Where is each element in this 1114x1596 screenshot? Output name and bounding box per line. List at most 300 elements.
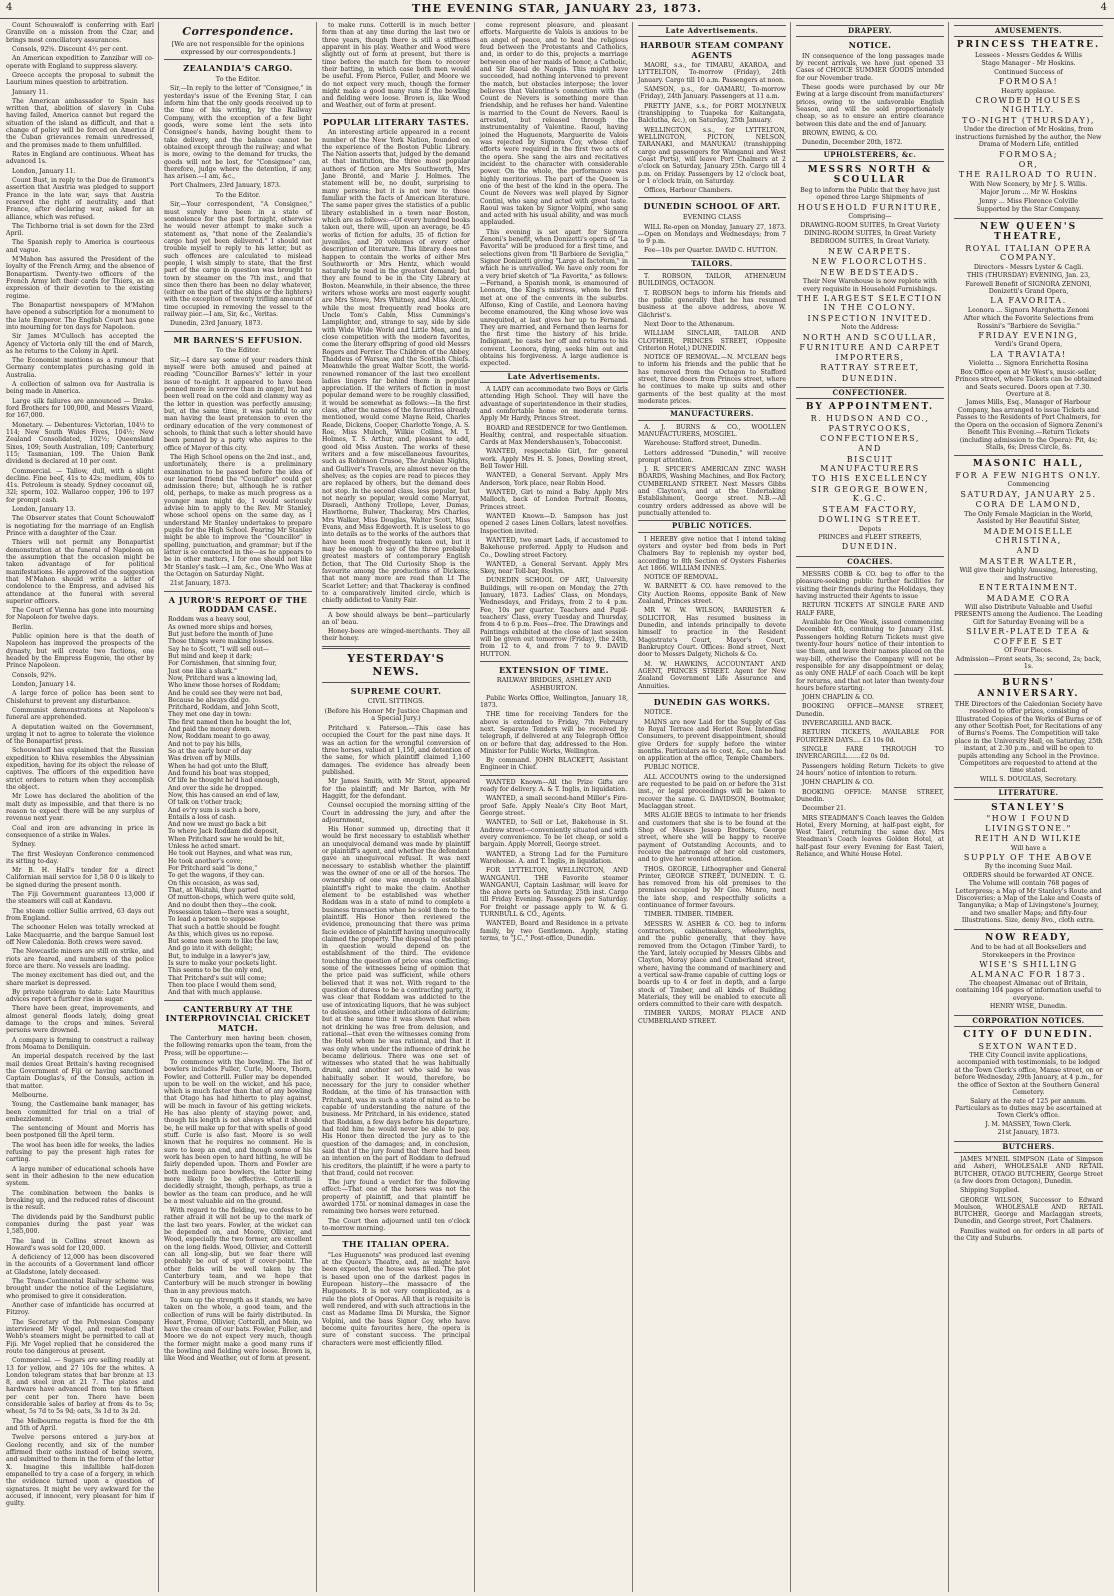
telegram-paragraph: London, January 13. — [12, 506, 76, 514]
paragraph: A bow should always be bent—particularly an ol' beau. — [322, 611, 470, 626]
section-heading: LITERATURE. — [954, 787, 1103, 799]
advert-line: Will have a — [1010, 844, 1047, 852]
poem-line: For Cornishmen, that sinning four, — [168, 660, 277, 668]
paragraph: THE time for receiving Tenders for the above is extended to Friday, 7th February next. Separate Tenders will be received by telegraph, if delivered at any Telegraph Office on or before that day, addressed to the Hon. Minister for Public Works, Wellington. — [480, 711, 628, 755]
telegram-paragraph: A large number of educational schools have sent in their adhesion to the new education system. — [6, 1165, 154, 1188]
telegram-paragraph: A deputation waited on the Government, urging it not to agree to tolerate the violence of the Bonapartist press. — [6, 723, 154, 746]
advert-heading: NOTICE. — [848, 40, 892, 51]
poem-line: As owned more ships and horses, — [168, 623, 273, 631]
advert-line: TO HIS EXCELLENCY — [811, 474, 929, 484]
column-6-advertisements — [794, 22, 949, 1592]
divider — [322, 646, 470, 649]
advert-line: Violetta ... Signora Enrichetta Rosina — [968, 360, 1089, 368]
poem-line: That, at Waitahi, they parted — [168, 886, 259, 894]
advert-line: ENTERTAINMENT. — [978, 583, 1079, 593]
advert-line: NEW QUEEN'S THEATRE, — [979, 221, 1078, 243]
paragraph: The jury found a verdict for the following effect:—That one of the horses was not the property of plaintiff, and that plaintiff be awarded 175l. or nominal damages in case the remaining two horses were returned. — [322, 1179, 470, 1216]
advert-line: BISCUIT MANUFACTURERS — [820, 454, 920, 473]
classified-advert: PUBLIC NOTICE. — [644, 764, 700, 772]
poem-line: Was driven off by Mills. — [168, 755, 242, 763]
telegram-paragraph: London, January 14. — [12, 680, 76, 688]
telegram-paragraph: Young, the Castlemaine bank manager, has been committed for trial on a trial of embezzlement. — [6, 1101, 154, 1123]
classified-advert: MR W. W. WILSON, BARRISTER & SOLICITOR, Has resumed business in Dunedin, and intends principally to devote himself to practice in the Resident Magistrate's Court, Mayor's Court, Bankruptcy Court. Offices: Bond street, Next door to Messrs Dalgety, Nichols & Co. — [638, 607, 786, 659]
advert-line: AND — [1016, 546, 1041, 556]
classified-advert: PRETTY JANE, s.s., for PORT MOLYNEUX (transhipping to Tuapeka for Kaitangata, Balclutha, &c.), on Saturday, 25th January. — [638, 102, 786, 125]
letter-title: MR BARNES'S EFFUSION. — [173, 334, 303, 345]
poem-line: Of talk on t'other track; — [168, 799, 243, 807]
telegram-paragraph: The Melbourne regatta is fixed for the 4th and 5th of April. — [6, 1417, 154, 1432]
advert-line: BEDROOM SUITES, In Great Variety. — [810, 238, 930, 246]
section-heading: BUTCHERS. — [954, 1141, 1103, 1153]
paragraph: 21st January, 1873. — [170, 580, 231, 588]
telegram-paragraph: Sydney. — [12, 841, 36, 849]
poem-line: And he could see they were not bad, — [168, 689, 283, 697]
section-heading: TAILORS. — [638, 258, 786, 270]
advert-line: Jenny ... Miss Florence Colville — [978, 197, 1079, 205]
advert-line: James Mills, Esq., Manager of Harbour Company, has arranged to issue Tickets and Passes to the Residents of Port Chalmers, for the Opera on the occasion of Signora Zenoni's Benefit This Evening.—Return Tickets (including admission to the Opera): Pit, 4s; Stalls, 6s; Dress Circle, 8s. — [954, 399, 1103, 451]
poem-line: Because he always did go. — [168, 696, 251, 704]
advert-line: Box Office open at Mr West's, music-seller, Princes street, where Tickets can be obtained and Seats secured. Doors open at 7.30. Overture at 8. — [955, 368, 1102, 399]
telegram-paragraph: Count Schouwaloff is conferring with Earl Granville on a mission from the Czar, and brings most conciliatory assurances. — [6, 22, 154, 44]
poem-line: On this occasion, as was sad, — [168, 879, 260, 887]
poem-line: Unless he acted smart. — [168, 843, 241, 851]
classified-advert: WILLIAM SINCLAIR, TAILOR AND CLOTHIER, PRINCES STREET, (Opposite Criterion Hotel,) DUNEDIN. — [638, 330, 786, 352]
poem-line: Is sure to make your pockets light. — [168, 960, 278, 968]
paragraph: His Honor summed up, directing that it would be first necessary to establish whether an unequivocal demand was made by plaintiff or plaintiff's agent, and whether the defendant gave an unequivocal refusal. It was next necessary to establish whether the plaintiff was the owner of one or all of the horses. The ownership of one was enough to establish plaintiff's right to make the claim. Another element to be established was whether Roddam was in a state of mind to complete a business transaction when he sold them to the plaintiff. His Honor then reviewed the evidence, pronouncing that there was prima facie evidence of plaintiff having unequivocally claimed the property. The disposal of the point in question would depend on the establishment of the third. The evidence touching the question of price was conflicting; some of the witnesses being of opinion that the price paid was sufficient, while others believed that it was not. With regard to the question of duress to be a contracting party, it was clear that Roddam was addicted to the use of intoxicating liquors, that he was subject to delusions, and other indications of delirium; but at the same time it was shown that when not drinking he was free from delusion, and rational—that even the witnesses coming from the Hotel whom he was rational, and that it was only when under the influence of drink he became delirious. There was one set of witnesses who stated that he was habitually drunk, and another set who said he was habitually sober. It would, therefore, be necessary for the jury to consider whether Roddam, at the time of his transaction with Pritchard, was in such a state of mind as to be capable of understanding the nature of the business. Mr Pritchard, in his evidence, stated that Roddam, a few days before his departure, had told him he would never be able to pay. His Honor then directed the jury as to the question of the damages; and, in conclusion, said that if the jury found that there had been an intention on the part of Roddam to defraud his creditors, the plaintiff, if he were a party to that fraud, could not recover. — [322, 826, 470, 1177]
subheading: EVENING CLASS — [682, 212, 742, 221]
telegram-paragraph: Another case of infanticide has occurred at Fitzroy. — [6, 1302, 154, 1317]
advert-line: OR, — [1018, 160, 1039, 169]
advert-line: Will give their highly Amusing, Interesting, and Instructive — [959, 567, 1098, 582]
paragraph: BROWN, EWING, & CO. — [802, 129, 878, 137]
divider — [954, 674, 1103, 675]
paragraph: By command. JOHN BLACKETT, Assistant Engineer in Chief. — [480, 757, 628, 772]
column-7-amusements — [952, 22, 1107, 1592]
advert-line: CITY OF DUNEDIN. — [963, 1030, 1094, 1040]
section-heading: DRAPERY. — [796, 25, 944, 37]
poem-title: A JUROR'S REPORT OF THE RODDAM CASE. — [168, 594, 308, 614]
poem-line: So at the early hour of day — [168, 748, 252, 755]
column-4-articles — [478, 22, 633, 1592]
telegram-paragraph: Mr B. H. Hall's tender for a direct Californian mail service for 1,58 0 0 is likely to be signed during the present month. — [6, 867, 154, 889]
telegram-paragraph: The Bonapartist newspapers of M'Mahon have opened a subscription for a monument to the late Emperor. The English Court has gone into mourning for ten days for Napoleon. — [6, 301, 154, 331]
advert-line: TO-NIGHT (THURSDAY), — [962, 115, 1095, 125]
advert-line: Admission—Front seats, 3s; second, 2s; back, 1s. — [955, 655, 1102, 671]
advert-line: Commencing — [1007, 481, 1050, 489]
advert-line: WILL S. DOUGLAS, Secretary. — [979, 775, 1078, 783]
telegram-paragraph: Commercial. — Sugars are selling readily at 13 for yellow, and 27 10s for the whites. A London telegram states that bar bronze at 13 8, and steel iron at 21 7. The plates and hardware have advanced from ten to fifteen per cent per ton. There have been considerable sales of barley at from 4s to 5s; wheat, 5s 7d to 5s 9d; oats, 3s 1d to 3s 2d. — [6, 1357, 154, 1416]
advert-line: PRINCES and FLEET STREETS, — [818, 534, 922, 542]
advert-line: DRAWING-ROOM SUITES, In Great Variety — [800, 221, 940, 229]
telegram-paragraph: Count Bust, in reply to the Due de Gramont's assertion that Austria was pledged to support France in the late war, says that Austria reserved the right of neutrality, and that France, after declaring war, asked for an alliance, which was refused. — [6, 176, 154, 221]
letter-body — [164, 85, 312, 189]
poem-line: He took out Haynes, and what was run, — [168, 850, 293, 858]
advert-line: FOR A FEW NIGHTS ONLY. — [955, 471, 1102, 481]
column-5-advertisements — [636, 22, 791, 1592]
poem-line: For Pritchard said "is done," — [168, 865, 258, 872]
advert-line: DINING-ROOM SUITES, In Great Variety — [804, 230, 936, 238]
telegram-paragraph: Large silk failures are announced — Drake-ford Brothers for 100,000, and Messrs Vizard, for 167,000. — [6, 397, 154, 420]
telegram-paragraph: Sir James M'Culloch has accepted the Agency of Victoria only till the end of March, as he returns to the Colony in April. — [6, 333, 154, 355]
advert-line: CORA DE LAMOND, — [975, 500, 1082, 510]
page-number-left: 4 — [6, 2, 14, 13]
divider — [480, 661, 628, 662]
poem-line: Then too place I would them send, — [168, 982, 277, 989]
paragraph: The High School opens on the 2nd inst., and, unfortunately, there is a preliminary examination to be passed before the idea of our learned friend the "Councillor" could get admission there; but, although he is rather old, perhaps, to make as much progress as a younger man might do, I would seriously advise him to apply to the Rev. Mr Stanley, whose school opens on the same day, as I understand Mr Stanley undertakes to prepare pupils for the High School. Fearing Mr Stanley might be able to improve the "Councillor" in spelling, punctuation, and grammar; but if the latter is so connected in the—as he appears to be in other matters, I for one should not like Mr Stanley's task.—I am, &c., One Who Was at the Octagon on Saturday Night. — [164, 453, 312, 578]
paragraph: come represent pleasure, and pleasant efforts. Marguerite de Valois is anxious to be an angel of peace, and to heal the religious feud between the Protestants and Catholics, and, in order to do this, projects a marriage between one of her maids of honor, a Catholic, and Sir Raoul de Nangis. This might have succeeded, had nothing intervened to prevent the match, but obstacles interpose; the lover believes that Valentine's connection with the Count de Nevers is something more than friendship, and he refuses her hand. Valentine is married to the Count de Nevers. Raoul is arrested, but released through the instrumentality of Valentine. Raoul, having joined the Huguenots, Marguerite de Valois was rejected by Signora Coy, whose chief efforts were required in the first two acts of the opera. She sang the airs and recitatives incident to the character with considerable power. On the whole, the performance was highly meritorious. The part of the Queen is one of the best of the kind in the opera. The Count de Nevers was well played by Signor Contini, who sang and acted with great taste. Raoul was taken by Signor Volpini, who sang and acted with his usual ability, and was much applauded. — [480, 22, 628, 227]
paragraph: The Canterbury men having been chosen, the following remarks upon the team, from the Press, will be opportune:— — [164, 1034, 312, 1057]
divider — [322, 1235, 470, 1236]
almanac-advert — [954, 933, 1103, 1011]
advertisements — [796, 53, 944, 147]
classified-advert: RETURN TICKETS AT SINGLE FARE AND HALF FARE, — [796, 602, 944, 617]
advert-line: J. M. MASSEY, Town Clerk. — [985, 1120, 1072, 1128]
classified-advert: MRS STEADMAN'S Coach leaves the Golden Hotel, Every Morning, at half-past eight, for West Taieri, returning the same day. Mrs Steadman's Coach leaves Golden Hotel, at half-past four every Evening for East Taieri, Reliance, and White House Hotel. — [796, 814, 944, 859]
sexton-wanted-advert — [954, 1030, 1103, 1137]
section-heading: Late Advertisements. — [638, 25, 786, 37]
divider — [638, 197, 786, 198]
advert-line: Continued Success of — [994, 68, 1063, 76]
classified-advert: T. ROBSON, TAILOR, ATHENÆUM BUILDINGS, OCTAGON. — [638, 273, 786, 288]
telegram-paragraph: An imperial despatch received by the last mail denies Great Britain's having recognised the Government of Fiji or having sanctioned Captain Douglas's, of the Consuls, action in that matter. — [6, 1053, 154, 1090]
letter-addressee: To the Editor. — [215, 74, 261, 83]
section-heading: CONFECTIONER. — [796, 387, 944, 399]
telegram-paragraph: A collection of salmon ova for Australia is being made in America. — [6, 381, 154, 396]
classified-advert: W. BARNETT & CO. have removed to the City Auction Rooms, opposite Bank of New Zealand, Princes street. — [638, 583, 786, 606]
classified-advert: MAINS are now Laid for the Supply of Gas to Royal Terrace and Heriot Row. Intending Consumers, to prevent disappointment, should give Orders for supply before the winter months. Particulars as to cost, &c., can be had on application at the office, Temple Chambers. — [638, 718, 786, 763]
newspaper-columns — [4, 22, 1110, 1592]
advert-line: MASTER WALTER, — [979, 556, 1078, 566]
poem-line: They met one day in town: — [168, 711, 252, 719]
telegram-paragraph: The steam collier Sullie arrived, 63 days out from England. — [6, 907, 154, 922]
paragraph: Public Works Office, Wellington, January 18, 1873. — [480, 694, 628, 709]
advert-line: Salary at the rate of 125 per annum. Particulars as to duties may be ascertained at Town Clerk's office. — [955, 1097, 1102, 1120]
column-1-telegrams — [4, 22, 159, 1592]
telegram-paragraph: The Fiji Government guarantees 13,000 if the steamers will call at Kandavu. — [6, 891, 154, 906]
paragraph: Honey-bees are winged-merchants. They all their honey. — [322, 628, 470, 643]
poem-line: When Pritchard saw he would be hit, — [168, 835, 285, 843]
classified-advert: M. W. HAWKINS, ACCOUNTANT AND AGENT, PRINCES STREET. Agent for New Zealand Government Life Assurance and Annuities. — [638, 660, 786, 690]
classified-advert: Families waited on for orders in all parts of the City and Suburbs. — [954, 1227, 1103, 1243]
divider — [480, 775, 628, 776]
poem-line: Who knew those horses of Roddam; — [168, 682, 281, 690]
telegram-paragraph: The dividends paid by the Sandhurst public companies during the past year was 1,585,000. — [6, 1213, 154, 1236]
advert-line: MADAME CORA — [986, 593, 1071, 603]
advert-line: Supported by the Star Company. — [976, 206, 1081, 214]
poem-line: That Pritchard's suit will come; — [168, 974, 267, 982]
divider — [322, 682, 470, 683]
paragraph: With regard to the fielding, we confess to be rather afraid it will not be up to the mark of the last two years. Fowler, at the wicket can be depended on, and Moore, Ollivier, and Wood, especially the two former, are excellent on the long fields. Wood, Ollivier, and Cotterill can all long-slip, but we fear there will probably be out of spot if cover-point. The other fields will be well taken by the Canterbury team, and we hope that Canterbury will be much stronger in bowling than in any previous match. — [164, 1207, 312, 1295]
advert-line: THE RAILROAD TO RUIN. — [958, 170, 1099, 180]
poem-line: And over the side he dropped. — [168, 784, 263, 792]
classified-advert: ALL ACCOUNTS owing to the undersigned are requested to be paid on or before the 31st inst., or legal proceedings will be taken to recover the same. G. DAVIDSON, Bootmaker, Maclaggan street. — [638, 773, 786, 811]
classified-advert: WANTED, to Sell or Let, Bakehouse in St. Andrew street—conveniently situated and with every convenience. To be let cheap, or sold a bargain. Apply Morrell, George street. — [480, 819, 628, 849]
poem-line: Now, Pritchard was a knowing lad, — [168, 674, 278, 682]
advert-line: FRIDAY EVENING, — [978, 331, 1079, 341]
telegram-paragraph: M'Mahon has assured the President of the loyalty of the French Army, and the absence of Bonapartism. Twenty-two officers of the French Army left their cards for Thiers, as an expression of their devotion to the existing regime. — [6, 256, 154, 300]
advert-line: LA TRAVIATA! — [990, 349, 1067, 359]
classified-advert: BOOKING OFFICE—MANSE STREET, Dunedin. — [796, 703, 944, 718]
advert-line: Farewell Benefit of SIGNORA ZENONI, Donizetti's Grand Opera, — [965, 280, 1092, 295]
classified-advert: I HEREBY give notice that I intend taking oysters and oyster bed from beds in Port Chalmers Bay to replenish my oyster bed, according to 8th Section of Oysters Fisheries Act 1866. WILLIAM INNES. — [638, 535, 786, 572]
advert-line: INSPECTION INVITED. — [807, 313, 933, 323]
telegram-paragraph: By private telegram to date: Late Mauritius advices report a further rise in sugar. — [6, 988, 154, 1004]
article-body — [322, 129, 470, 604]
advert-line: Directors - Messrs Lyster & Cagli. — [973, 263, 1084, 271]
advert-line: Leonora ... Signora Marghetta Zenoni — [967, 306, 1090, 314]
article-title: THE ITALIAN OPERA. — [342, 1239, 450, 1250]
classified-advert: T. ROBSON begs to inform his friends and the public generally that he has resumed business at the above address, above W. Gilchrist's. — [638, 289, 786, 319]
advert-line: CROWDED HOUSES NIGHTLY. — [975, 95, 1082, 115]
telegram-paragraph: Consols, 92⅝. Discount 4½ per cent. — [12, 45, 128, 53]
classified-advert: INVERCARGILL AND BACK. — [802, 720, 893, 728]
advert-line: DOWLING STREET. — [818, 515, 922, 525]
paragraph: Sir,—I dare say some of your readers think myself were both amused and pained at reading "Councillor Barnes's" letter in your issue of to-night. It appeared to have been penned more in sorrow than in anger, but had been well read on the cold and clammy way as the letter in question was perfectly amusing; but, at the same time, it was painful to any man having the least pretension to even the ordinary education of the very commonest of schools, to think that such a letter should have been penned by a party who aspires to the office of Mayor of this city. — [164, 356, 312, 452]
poem-line: To get the wagons, if they can. — [168, 872, 265, 880]
paragraph: To commence with the bowling. The list of bowlers includes Fuller, Curle, Moore, Thorn, Fowler, and Cotterill. Fuller may be depended upon to be well on the wicket, and his pace, which is much faster than that of any bowling that Otago has had hitherto to play against, will be much in favour of his getting wickets. He has also plenty of staying power, and, though his length is not always what it should be, he will make up for that with spells of good stuff. Curle is also fast. Moore is so well known that he requires no comment. He is sure to keep an end, and though some of his work has been open to hard hitting, he will be fairly depended upon. Thorn and Fowler are both medium pace bowlers, the latter being more likely to be effective. Cotterill is decidedly straight, though, perhaps, as true a bowler as the team can produce, and he will be a most valuable aid on the ground. — [164, 1058, 312, 1205]
poem-line: He took another's cove; — [168, 857, 243, 865]
classified-advert: MRS ALGIE BEGS to intimate to her friends and customers that she is to be found at the Shop of Messrs Jessop Brothers, George street, where she will be happy to receive payment of Outstanding Accounts, and to receive the patronage of her old customers, and to give her wonted attention. — [638, 812, 786, 864]
paragraph: This evening is set apart for Signora Zenoni's benefit, when Donizetti's opera of "La Favorita" will be produced for a first time, and selections given from "Il Barbiere de Seviglia," Signor Donizetti giving "Largo al factotum," in which he is unrivalled. We have only room for a very brief sketch of "La Favorita," as follows:—Fernand, a Spanish monk, is enamoured of Leonora, the King's mistress, whom he first met at one of the convents in the suburbs. Alfonso, King of Castile, and Leonora having become enamoured, the King whose love was unrequited, at last gives her up to Fernand. They are married, and Fernand then learns for the first time the history of his bride. Indignant, he casts her off and returns to his convent. Leonora, dying, seeks him out and obtains his forgiveness. A large audience is expected. — [480, 228, 628, 368]
classified-advert: A LADY can accommodate two Boys or Girls attending High School. They will have the advantage of superintendence in their studies, and comfortable home on moderate terms. Apply Mr Hardy, Princes Street. — [480, 385, 628, 423]
poem-line: Say he to Scott, "I will sell out— — [168, 645, 270, 653]
advert-line: ROYAL ITALIAN OPERA COMPANY. — [965, 243, 1092, 263]
telegram-paragraph: The Economist mentions as a rumour that Germany contemplates purchasing gold in Australia. — [6, 357, 154, 379]
poem-line: But mind and keep it dark; — [168, 652, 253, 660]
advert-heading: DUNEDIN GAS WORKS. — [653, 696, 771, 707]
letter-body — [164, 357, 312, 588]
telegram-paragraph: Thiers will not permit any Bonapartist demonstration at the funeral of Napoleon on the assumption that the occasion might be taken advantage of for political manifestations. He approved of the suggestion that M'Mahon should write a letter of condolence to the Empress, and advised his attendance at the funeral with several superior officers. — [6, 539, 154, 605]
classified-advert: NOTICE OF REMOVAL.—N. M'CLEAN begs to inform his friends and the public that he has removed from the Octagon to Stafford street, three doors from Princes street, where he continues to make up suits and other garments of the best quality at the most moderate prices. — [638, 354, 786, 406]
advert-line: THE Directors of the Caledonian Society have resolved to offer prizes, consisting of Illustrated Copies of the Works of Burns or of any other Scottish Poet, for Recitations of any of Burns's Poems. The Competition will take place in the University Hall, on Saturday, 25th instant, at 2.30 p.m., and will be open to pupils attending any School in the Province. Competitors are requested to attend at the time stated. — [954, 700, 1103, 775]
advertisements — [480, 779, 628, 943]
classified-advert: WANTED, respectable Girl, for general work. Apply Mrs H. S. Jones, Dowling street, Bell Tower Hill. — [480, 448, 628, 471]
paragraph: To sum up the strength as it stands, we have taken on the whole, a good team, and the collection of runs will be fairly distributed. In Heart, Frome, Ollivier, Cotterill, and Mein, we have the cream of our bats. Fowler, Fuller, and Moore we do not expect very much, though the former might make a good many runs if the bowling and fielding were loose. Brown is, like Wood and Weather, out of form at present. — [164, 1296, 312, 1363]
paragraph: An interesting article appeared in a recent number of the New York Nation, founded on the experience of the Boston Public Library. The Nation asserts that, judged by the demand at that institution, the three most popular authors of fiction are Mrs Southworth, Mrs Jane Brontë, and Marie J. Holmes. The statement will be, no doubt, surprising to many persons; but it is not new to those familiar with the facts of American literature. The same paper gives the statistics of a public library established in a town near Boston, which are as follows:—Of every hundred books taken out, there will, upon an average, be 45 works of fiction for adults, 35 of fiction for juveniles, and 20 volumes of every other description of literature. This library does not happen to contain the works of either Mrs Southworth or Mrs Hentz, which would naturally be read in the greatest demand; but they are found to be in the City Library at Boston. Meanwhile, in their absence, the three writers whose works are most eagerly sought are Mrs Stowe, Mrs Whitney, and Miss Alcott, while the most frequently read books are Uncle Tom's Cabin, Miss Cummings's Lamplighter, and, strange to say, side by side with Wide Wide World and Little Men, and in close competition with the modern favorites, come the literary offspring of good old Messrs Rogers and Ferrier. The Children of the Abbey, Thaddeus of Warsaw, and the Scottish Chiefs. Meanwhile the great Walter Scott, the world-renowned romancer of the last two excellent ladies lingers far behind them in popular appreciation. If the writers of fiction in most popular demand were to be roughly classified, it would be somewhat as follows:—In the first class, after the names of the favourites already mentioned, would come Mayne Reid, Charles Reade, Dickens, Cooper, Charlotte Yonge, A. S. Roe, Miss Muloch, Wilkie Collins, M. T. Holmes, T. S. Arthur, and, pleasant to add, good old Miss Austen. The works of these writers and a few miscellaneous favourites, such as Robinson Crusoe, The Arabian Nights, and Gulliver's Travels, are almost never on the shelves; as the copies are read to pieces they are replaced by others, but the demand does not stop. In the second class, less popular, but not nearly so popular, would come Marryat, Disraeli, Anthony Trollope, Lever, Dumas, Hawthorne, Bulwer, Thackeray, Mrs Charles, Mrs Walker, Miss Douglas, Walter Scott, Miss Evans, and Miss Edgeworth. It is useless to go into details as to the works of the authors that have been most frequently taken out, but it may be enough to say of the three probably greatest masters of contemporary English fiction, that The Old Curiosity Shop is the favourite among the productions of Dickens; that not many more are read than Lt The Scarlet Letter; and that Thackeray is confined to a comparatively limited circle, which is chiefly addicted to Vanity Fair. — [322, 129, 470, 605]
article-body — [322, 22, 470, 110]
classified-advert: GEORGE WILSON, Successor to Edward Moulson, WHOLESALE AND RETAIL BUTCHER, George and Maclaggan streets, Dunedin, and George street, Port Chalmers. — [954, 1196, 1103, 1226]
telegram-paragraph: Public opinion here is that the death of Napoleon has improved the prospects of the dynasty, but will create two factions, one headed by the Empress Eugenie, the other by Prince Napoleon. — [6, 633, 154, 670]
poem-line: When he had got unto the Bluff, — [168, 762, 269, 770]
book-advert — [954, 803, 1103, 925]
subheading: (Before his Honor Mr Justice Chapman and a Special Jury.) — [324, 706, 468, 723]
classified-advert: DUNEDIN SCHOOL OF ART, University Buildings, will re-open on Monday, the 27th January, 1873. Ladies' Class, on Mondays, Wednesdays, and Fridays, from 2 to 4 p.m. Fee, 10s per quarter. Teachers and Pupil-teachers' Class, every Tuesday and Thursday, from 4 to 6 p.m. Fees—free. The Drawings and Paintings exhibited at the close of last session will be given out tomorrow (Friday), the 24th, from 12 to 4, and from 7 to 9. DAVID HUTTON. — [480, 577, 628, 658]
classified-advert: JOHN CHAPLIN & CO. — [802, 694, 874, 702]
classified-advert: WANTED, Girl to mind a Baby. Apply Mrs Malloch, back of London Portrait Rooms, Princes street. — [480, 489, 628, 511]
advert-line: R. HUDSON AND CO., — [810, 413, 930, 423]
poem-line: As this, which gives us no repose. — [168, 930, 275, 938]
letter-body — [164, 201, 312, 327]
poem-line: But, to indulge in a lawyer's jaw, — [168, 952, 271, 960]
classified-advert: WELLINGTON, s.s., for LYTTELTON, WELLINGTON, PICTON, NELSON, TARANAKI, and MANUKAU (transhipping cargo and passengers for Wanganui and West Coast Ports), will leave Port Chalmers at 2 o'clock on Saturday, January 25th. Cargo till 4 p.m. on Friday. Passengers by 12 o'clock boat, or 1 o'clock train, on Saturday. — [638, 126, 786, 185]
paragraph: Dunedin, 23rd January, 1873. — [170, 320, 263, 328]
advertisements — [638, 536, 786, 690]
telegram-paragraph: Twelve persons entered a jury-box at Geelong recently, and six of the number affirmed their oaths instead of being sworn, and submitted to them in the form of the letter X. Imagine this infallible half-dozen empanelled to try a case of a forgery, in which the evidence turned upon a question of signatures. It might be very awkward for the accused, if innocent, very pleasant for him if guilty. — [6, 1434, 154, 1508]
telegram-paragraph: The Newcastle miners are still on strike, and riots are feared, and numbers of the police force are there. No vessels are loading. — [6, 948, 154, 970]
telegram-paragraph: Greece accepts the proposal to submit the Laurium mines question to arbitration. — [6, 71, 154, 87]
notice-body — [480, 695, 628, 772]
advert-line: SEXTON WANTED. — [978, 1041, 1079, 1051]
article-body — [322, 725, 470, 1232]
telegram-paragraph: A company is forming to construct a railway from Moama to Deniliquin. — [6, 1036, 154, 1051]
telegram-paragraph: Commercial. — Tallow, dull, with a slight decline. Fine beef, 41s to 42s; medium, 40s to 41s. Petroleum is steady. Sydney cocoanut oil, 32l; sperm, 102. Wallaroo copper, 196 to 197 for prompt cash. — [6, 467, 154, 504]
paragraph: These goods were purchased by our Mr Ewing at a large discount from manufacturers' prices, owing to the unfavorable English Season, and will be sold proportionately cheap, so as to ensure an entire clearance between this date and the end of January. — [796, 83, 944, 128]
classified-advert: December 21. — [802, 805, 847, 813]
advert-line: With New Scenery, by Mr J. S. Willis. — [969, 180, 1088, 188]
page-number-right: 4 — [1100, 2, 1108, 13]
advert-line: NORTH AND SCOULLAR, — [802, 332, 938, 342]
classified-advert: WANTED, a General Servant. Apply Mrs Anderson, York place, near Robin Hood. — [480, 472, 628, 487]
advertisements — [796, 571, 944, 858]
advert-line: Note the Address: — [841, 324, 899, 332]
advert-line: NEW BEDSTEADS. — [820, 267, 920, 277]
paragraph: to make runs. Cotterill is in much better form than at any time during the last two or three years, though there is still a stiffness apparent in his play. Weather and Wood were slightly out of form at present, but there is time before the match for them to recover their batting, in which case both men would be useful. From Pierce, Fuller, and Moore we do not expect very much, though the former might make a good many runs if the bowling and fielding were loose. Brown is, like Wood and Weather, out of form at present. — [322, 22, 470, 110]
section-heading: UPHOLSTERERS, &c. — [796, 149, 944, 161]
poem-line: Possession taken—there was a sought, — [168, 908, 290, 916]
advert-line: After which the Favorite Selections from Rossini's "Barbiere de Seviglia." — [963, 315, 1094, 330]
classified-advert: THOS. GEORGE, Lithographer and General Printer, GEORGE STREET, DUNEDIN. T. G. has removed from his old premises to the premises occupied by Mr Geo. Munro, next the late shop, and respectfully solicits a continuance of former favours. — [638, 865, 786, 910]
paragraph: Sir,—In reply to the letter of "Consignee," in yesterday's issue of the Evening Star, I can inform him that the only goods received up to the time of his writing, by the Railway Company, with the exception of a few light goods, were some lent the sets into Consignee's hands, having bought them to take delivery, and the balance cannot be obtained except through the railway; and what is more, owing to the demand for trucks, the goods will not be lost, for "Consignee" can, therefore, judge where the detention, if any, has arisen.—I am, &c., — [164, 85, 312, 181]
telegram-paragraph: The Observer states that Count Schouwaloff is negotiating for the marriage of an English Prince with a daughter of the Czar. — [6, 515, 154, 537]
classified-advert: MESSRS W. ASHER & CO. beg to inform contractors, cabinetmakers, wheelwrights, and the public generally, that they have removed from the Octagon (Timber Yard), to the Yard, lately occupied by Messrs Gibbs and Clayton, Moray place and Cumberland street, where, having the command of machinery and a vertical saw-frame capable of cutting logs or boards up to 4 or feet in depth, and a large stock of Timber, and all kinds of Building Materials, they will be enabled to execute all orders committed to their care with despatch. — [638, 920, 786, 1009]
classified-advert: RETURN TICKETS, AVAILABLE FOR FOURTEEN DAYS.... £3 10s 0d. — [796, 729, 944, 744]
poem-line: Those things were making losses. — [168, 638, 274, 646]
advert-line: HOUSEHOLD FURNITURE, — [797, 202, 943, 212]
poem-line: And found his boat was stopped, — [168, 769, 271, 777]
theatre-advert — [954, 40, 1103, 213]
classified-advert: MAORI, s.s., for TIMARU, AKAROA, and LYTTELTON, To-morrow (Friday), 24th January. Cargo till 10 a.m. Passengers at noon. — [638, 62, 786, 84]
telegram-paragraph: The money excitement has died out, and the share market is depressed. — [6, 972, 154, 987]
paragraph: Port Chalmers, 23rd January, 1873. — [170, 182, 281, 190]
section-heading: CORPORATION NOTICES. — [954, 1015, 1103, 1027]
poem-line: And no doubt then they—the cook. — [168, 901, 277, 909]
advert-line: Of Four Pieces. — [1004, 647, 1053, 655]
telegram-paragraph: An American expedition to Zanzibar will co-operate with England to suppress slavery. — [6, 55, 154, 70]
advert-line: PRINCESS THEATRE. — [956, 40, 1101, 51]
telegram-paragraph: Schouwaloff has explained that the Russian expedition to Khiva resembles the Abyssinian expedition, having for its object the release of captives. The officers of the expedition have strict orders to return when they accomplish the object. — [6, 747, 154, 791]
paragraph: Pritchard v. Paterson.—This case has occupied the Court for the past nine days. It was an action for the wrongful conversion of three horses, valued at 1,150, and detention of the same, for which plaintiff claimed 1,160 damages. The evidence has already been published. — [322, 725, 470, 776]
telegram-paragraph: Rates in England are continuous. Wheat has advanced 1s. — [6, 151, 154, 166]
poem-line: And paid the money down. — [168, 726, 252, 734]
divider — [164, 591, 312, 592]
divider — [164, 1000, 312, 1001]
classified-advert: BOARD and RESIDENCE for two Gentlemen. Healthy, central, and respectable situation. Cards at Max Mendershausen's, Tobacconist. — [480, 424, 628, 447]
poem-line: The first named then he bought the lot, — [168, 718, 292, 726]
column-3-articles — [320, 22, 475, 1592]
disclaimer: [We are not responsible for the opinions expressed by our correspondents.] — [171, 39, 305, 56]
divider — [164, 331, 312, 332]
classified-advert: JOHN CHAPLIN & CO. — [802, 779, 874, 787]
classified-advert: TIMBER. TIMBER. TIMBER. — [644, 911, 734, 919]
poem-line: But some men seem to like the law, — [168, 938, 280, 946]
divider — [954, 929, 1103, 930]
poem-line: And now we must go back a bit — [168, 821, 267, 829]
letter-addressee: To the Editor. — [215, 190, 261, 199]
divider — [954, 218, 1103, 219]
classified-advert: WANTED, a small second-hand Miller's Fire-proof Safe. Apply Neale's City Boot Mart, George street. — [480, 795, 628, 817]
classified-advert: BOOKING OFFICE: MANSE STREET, Dunedin. — [796, 788, 944, 803]
advert-line: RATTRAY STREET, — [820, 363, 920, 373]
telegram-paragraph: Communist demonstrations at Napoleon's funeral are apprehended. — [6, 706, 154, 722]
advertisements — [638, 273, 786, 405]
subheading: CIVIL SITTINGS. — [367, 697, 425, 706]
advert-line: MESSRS NORTH & SCOULLAR — [807, 164, 933, 186]
telegram-paragraph: The Tichborne trial is set down for the 23rd April. — [6, 222, 154, 238]
section-heading: PUBLIC NOTICES. — [638, 520, 786, 532]
poem-line: Now, Roddam meant to go away, — [168, 733, 271, 741]
advertisements — [954, 1156, 1103, 1242]
paragraph: "Les Huguenots" was produced last evening at the Queen's Theatre, and, as might have been expected, the house was filled. The plot is based upon one of the darkest pages in European history—the massacre of the Huguenots. It is not very complicated, as a rule the plots of Operas. All that is requisite is well rendered, and with such attractions in the cast as Madame Ilma Di Murska, the Signor Volpini, and the bass Signor Coy, who have become quite favourites here, the opera is sure of constant success. The principal characters were most efficiently filled. — [322, 1251, 470, 1347]
poem-line: That such a battle should be fought — [168, 923, 280, 931]
advert-line: The Only Female Magician in the World, Assisted by Her Beautiful Sister, — [964, 510, 1093, 526]
advertisements — [638, 224, 786, 255]
poem-line: Roddam was a heavy soul, — [168, 616, 251, 624]
classified-advert: Warehouse: Stafford street, Dunedin. — [644, 440, 761, 448]
telegram-paragraph: Berlin. — [12, 623, 34, 631]
classified-advert: TIMBER YARDS, MORAY PLACE AND CUMBERLAND STREET. — [638, 1010, 786, 1025]
telegram-paragraph: The combination between the banks is breaking up, and the reduced rates of discount is the result. — [6, 1189, 154, 1212]
advert-line: STANLEY'S — [991, 802, 1066, 813]
advert-line: Verdi's Grand Opera, — [994, 341, 1063, 349]
telegram-paragraph: The Trans-Continental Railway scheme was brought under the notice of the Legislature, who promised to give it consideration. — [6, 1278, 154, 1300]
advert-line: NOW READY, — [985, 932, 1072, 943]
telegram-paragraph: The land in Collins street known as Howard's was sold for 120,000. — [6, 1237, 154, 1252]
advert-line: SILVER-PLATED TEA & COFFEE SET — [966, 627, 1091, 646]
advert-line: THIS (THURSDAY) EVENING, Jan. 23, — [966, 272, 1091, 280]
classified-advert: FOR LYTTELTON, WELLINGTON, AND WANGANUI. THE Favorite steamer WANGANUI, Captain Lashmar, will leave for the above ports on Saturday, 25th inst. Cargo till Friday Evening. Passengers per Saturday. For freight or passage apply to W. & G. TURNBULL & CO., Agents. — [480, 867, 628, 919]
advert-line: Will also Distribute Valuable and Useful PRESENTS among the Audience. The Leading Gift for Saturday Evening will be a — [954, 604, 1103, 626]
poem-line: To where Jack Roddam did deposit, — [168, 828, 279, 836]
paragraph: IN consequence of the long passages made by recent arrivals, we have just opened 33 Cases of CHOICE SUMMER GOODS intended for our November trade. — [796, 52, 944, 82]
advert-line: BY APPOINTMENT. — [805, 402, 935, 413]
telegram-paragraph: The Secretary of the Polynesian Company interviewed Mr Vogel, and requested that Webb's steamers might be permitted to call at Fiji. Mr Vogel replied that he considered the route too dangerous at present. — [6, 1318, 154, 1355]
correspondence-heading: Correspondence. — [182, 25, 294, 38]
advert-line: Major Jorum ... Mr W. Hoskins — [980, 189, 1077, 197]
telegram-paragraph: Monetary. — Debentures: Victorian, 104½ to 114; New South Wales Fives, 104½; New Zealand Consolidated, 102½; Queensland Sixes, 109; South Australian, 109; Canterbury, 115; Tasmanian, 109. The Union Bank dividend is declared at 10 per cent. — [6, 421, 154, 466]
divider — [322, 608, 470, 609]
article-title: POPULAR LITERARY TASTES. — [322, 116, 470, 127]
classified-advert: Offices, Harbour Chambers. — [644, 187, 733, 195]
furniture-advert — [796, 165, 944, 383]
classified-advert: NOTICE. — [644, 709, 673, 717]
advert-line: DUNEDIN. — [841, 373, 899, 383]
poem-line: And not to pay his bills, — [168, 740, 242, 748]
classified-advert: JAMES M'NEIL SIMPSON (Late of Simpson and Asher), WHOLESALE AND RETAIL BUTCHER, OTAGO BUTCHERY, George Street (a few doors from Octagon), Dunedin. — [954, 1155, 1103, 1185]
divider — [954, 455, 1103, 456]
telegram-paragraph: Coal and iron are advancing in price in consequence of a strike in Wales. — [6, 824, 154, 839]
paragraph: Sir,—Your correspondent, "A Consignee," must surely have been in a state of somnolence for the past fortnight, otherwise he would never attempt to make such a statement as, "that none of the Zealandia's cargo had yet been delivered." I should not trouble myself to reply to his letter, but as such offences are calculated to mislead people, I wish simply to state, that the first part of the cargo in question was brought to town by steamer on the 7th inst., and that since then there has been no delay whatever, (either on the part of the ships or the lighters) with the exception of twenty trifling amount of time occupied in removing the vessel to the railway pier.—I am, Sir, &c., Veritas. — [164, 201, 312, 319]
classified-advert: Passengers holding Return Tickets to give 24 hours' notice of intention to return. — [796, 762, 944, 777]
divider — [164, 59, 312, 60]
section-heading: Late Advertisements. — [480, 371, 628, 383]
classified-advert: WANTED, a General Servant. Apply Mrs Skey, near Toll-bar, Roslyn. — [480, 560, 628, 576]
telegram-paragraph: A deficiency of 12,000 has been discovered in the accounts of a Government land officer at Gladstone, lately deceased. — [6, 1254, 154, 1276]
classified-advert: Available for One Week, issued commencing December 4th, continuing to January 31st. Passengers holding Return Tickets must give twenty-four hours' notice of their intention to use them, and leave their names placed on the way-bill, otherwise the Company will not be responsible for any disappointment or delay, as only ONE HALF of each Coach will be kept for returns, and that not later than twenty-four hours before starting. — [796, 619, 944, 692]
telegram-paragraph: London, January 11. — [12, 167, 76, 175]
subheading: RAILWAY BRIDGES, ASHLEY AND ASHBURTON. — [496, 676, 612, 692]
advert-line: FORMOSA! — [998, 77, 1059, 87]
telegram-paragraph: Consols, 92⅝. — [12, 671, 57, 679]
telegram-paragraph: The Court of Vienna has gone into mourning for Napoleon for twelve days. — [6, 607, 154, 622]
advert-line: HENRY WISE, Dunedin. — [989, 1003, 1068, 1011]
masthead — [0, 0, 1114, 19]
divider — [322, 113, 470, 114]
advert-heading: DUNEDIN SCHOOL OF ART. — [643, 201, 781, 212]
letter-addressee: To the Editor. — [215, 346, 261, 355]
article-body — [480, 22, 628, 368]
poem-line: Of life he thought he'd had enough, — [168, 777, 280, 785]
telegram-paragraph: Mr Lowe has declared the abolition of the malt duty as impossible, and that there is no reason to expect there will be any surplus of revenue next year. — [6, 793, 154, 823]
